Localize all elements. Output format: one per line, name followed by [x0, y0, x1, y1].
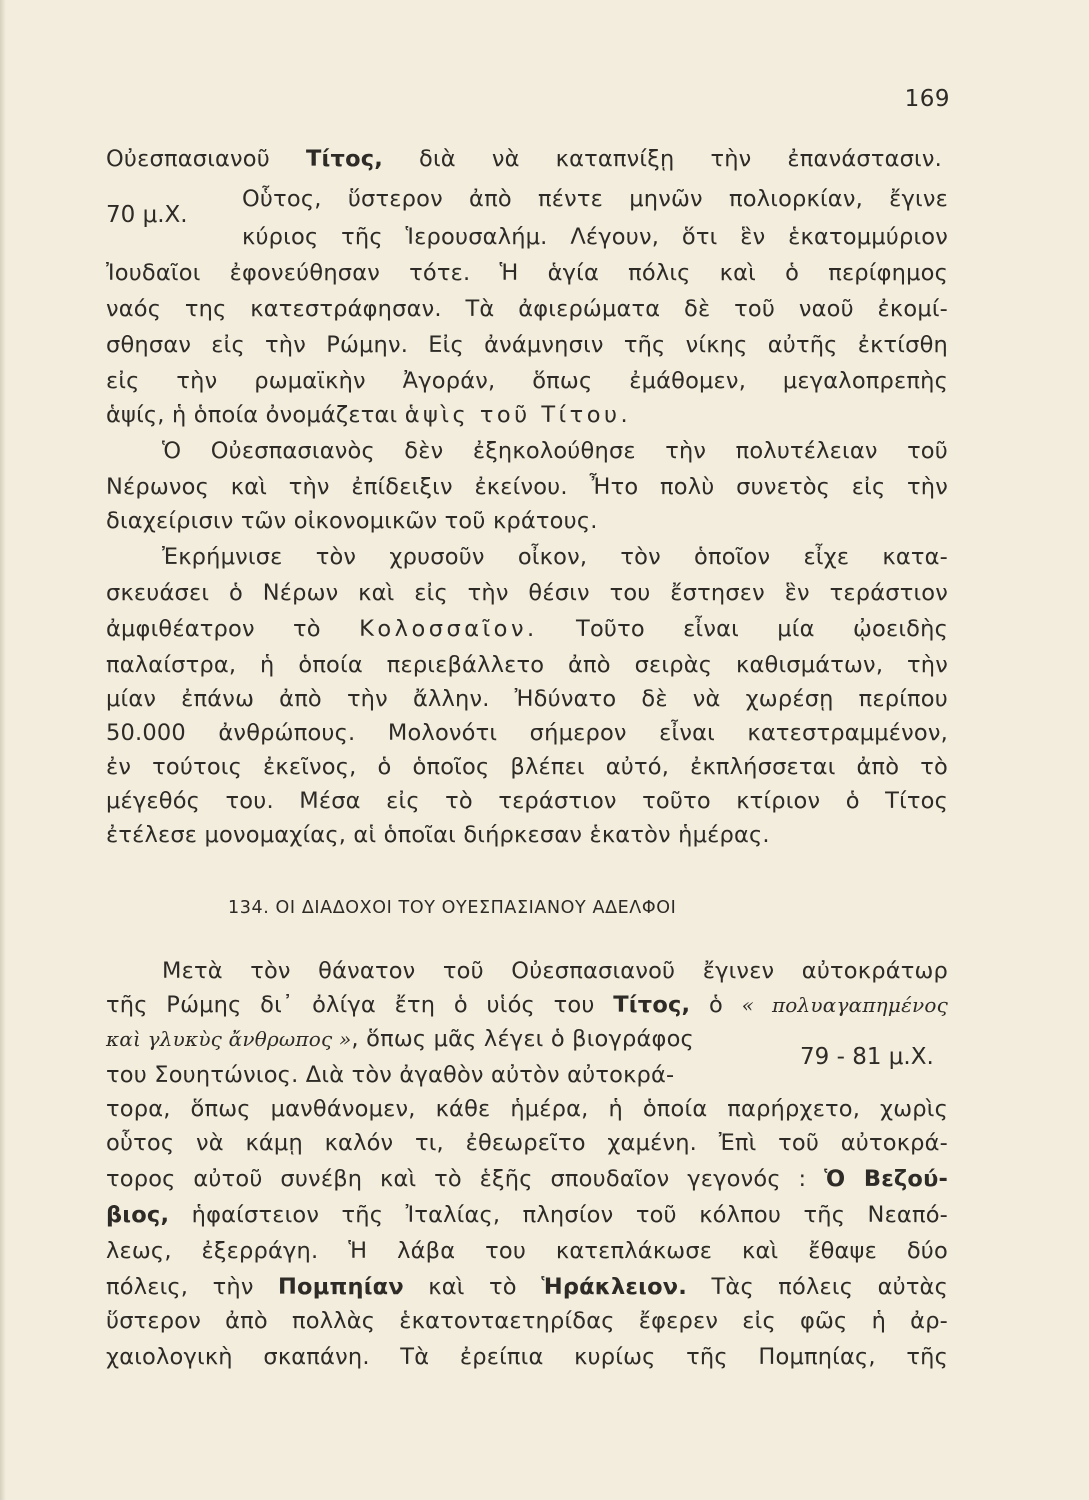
section-heading: 134. ΟΙ ΔΙΑΔΟΧΟΙ ΤΟΥ ΟΥΕΣΠΑΣΙΑΝΟΥ ΑΔΕΛΦΟΙ [228, 898, 677, 918]
text-line: ναός της κατεστράφησαν. Τὰ ἀφιερώματα δὲ τοῦ ναοῦ ἐκομί- [106, 296, 948, 322]
text-line: χαιολογικὴ σκαπάνη. Τὰ ἐρείπια κυρίως τῆς Πομπηίας, τῆς [106, 1344, 948, 1370]
text-line: Οὐεσπασιανοῦ Τίτος, διὰ νὰ καταπνίξῃ τὴν ἐπανάστασιν. [106, 146, 942, 172]
text-line: Οὗτος, ὕστερον ἀπὸ πέντε μηνῶν πολιορκίαν, ἔγινε [242, 186, 948, 212]
page-spine-shadow [0, 0, 6, 1500]
text-line: οὗτος νὰ κάμῃ καλόν τι, ἐθεωρεῖτο χαμένη. Ἐπὶ τοῦ αὐτοκρά- [106, 1130, 948, 1156]
text-line: τῆς Ρώμης δι᾽ ὀλίγα ἔτη ὁ υἱός του Τίτος, ὁ « πολυαγαπημένος [106, 992, 948, 1018]
text-line: Ἰουδαῖοι ἐφονεύθησαν τότε. Ἡ ἁγία πόλις καὶ ὁ περίφημος [106, 260, 948, 286]
text-line: μίαν ἐπάνω ἀπὸ τὴν ἄλλην. Ἠδύνατο δὲ νὰ χωρέσῃ περίπου [106, 686, 948, 712]
text-line: 50.000 ἀνθρώπους. Μολονότι σήμερον εἶναι κατεστραμμένον, [106, 720, 948, 746]
text-line: πόλεις, τὴν Πομπηίαν καὶ τὸ Ἡράκλειον. Τὰς πόλεις αὐτὰς [106, 1274, 948, 1300]
text-line: ἐτέλεσε μονομαχίας, αἱ ὁποῖαι διήρκεσαν ἑκατὸν ἡμέρας. [106, 822, 770, 848]
text-line: Νέρωνος καὶ τὴν ἐπίδειξιν ἐκείνου. Ἦτο πολὺ συνετὸς εἰς τὴν [106, 474, 948, 500]
text-line: βιος, ἡφαίστειον τῆς Ἰταλίας, πλησίον τοῦ κόλπου τῆς Νεαπό- [106, 1202, 948, 1228]
text-line: τορος αὐτοῦ συνέβη καὶ τὸ ἑξῆς σπουδαῖον γεγονός : Ὁ Βεζού- [106, 1166, 949, 1192]
text-line: κύριος τῆς Ἱερουσαλήμ. Λέγουν, ὅτι ἓν ἑκατομμύριον [242, 224, 948, 250]
text-line: εἰς τὴν ρωμαϊκὴν Ἀγοράν, ὅπως ἐμάθομεν, μεγαλοπρεπὴς [106, 368, 948, 394]
text-line: ὕστερον ἀπὸ πολλὰς ἑκατονταετηρίδας ἔφερεν εἰς φῶς ἡ ἀρ- [106, 1308, 948, 1334]
text-line: σκευάσει ὁ Νέρων καὶ εἰς τὴν θέσιν του ἔστησεν ἓν τεράστιον [106, 580, 948, 606]
text-line: τορα, ὅπως μανθάνομεν, κάθε ἡμέρα, ἡ ὁποία παρήρχετο, χωρὶς [106, 1096, 948, 1122]
text-line: λεως, ἐξερράγη. Ἡ λάβα του κατεπλάκωσε καὶ ἔθαψε δύο [106, 1238, 948, 1264]
text-line: Μετὰ τὸν θάνατον τοῦ Οὐεσπασιανοῦ ἔγινεν αὐτοκράτωρ [162, 958, 948, 984]
text-line: ἁψίς, ἡ ὁποία ὀνομάζεται ἁψὶς τοῦ Τίτου. [106, 402, 632, 428]
text-line: Ὁ Οὐεσπασιανὸς δὲν ἐξηκολούθησε τὴν πολυτέλειαν τοῦ [162, 438, 948, 464]
text-line: σθησαν εἰς τὴν Ρώμην. Εἰς ἀνάμνησιν τῆς νίκης αὐτῆς ἐκτίσθη [106, 332, 948, 358]
margin-date: 70 μ.Χ. [106, 202, 188, 228]
text-line: διαχείρισιν τῶν οἰκονομικῶν τοῦ κράτους. [106, 508, 598, 534]
text-line: ἀμφιθέατρον τὸ Κολοσσαῖον. Τοῦτο εἶναι μία ᾠοειδὴς [106, 616, 948, 642]
text-line: του Σουητώνιος. Διὰ τὸν ἀγαθὸν αὐτὸν αὐτοκρά- [106, 1062, 675, 1088]
margin-date: 79 - 81 μ.Χ. [800, 1044, 934, 1070]
text-line: μέγεθός του. Μέσα εἰς τὸ τεράστιον τοῦτο κτίριον ὁ Τίτος [106, 788, 948, 814]
text-line: Ἐκρήμνισε τὸν χρυσοῦν οἶκον, τὸν ὁποῖον εἶχε κατα- [162, 544, 948, 570]
text-line: ἐν τούτοις ἐκεῖνος, ὁ ὁποῖος βλέπει αὐτό, ἐκπλήσσεται ἀπὸ τὸ [106, 754, 948, 780]
page-number: 169 [904, 86, 950, 112]
text-line: παλαίστρα, ἡ ὁποία περιεβάλλετο ἀπὸ σειρὰς καθισμάτων, τὴν [106, 652, 948, 678]
text-line: καὶ γλυκὺς ἄνθρωπος », ὅπως μᾶς λέγει ὁ βιογράφος [106, 1026, 694, 1052]
